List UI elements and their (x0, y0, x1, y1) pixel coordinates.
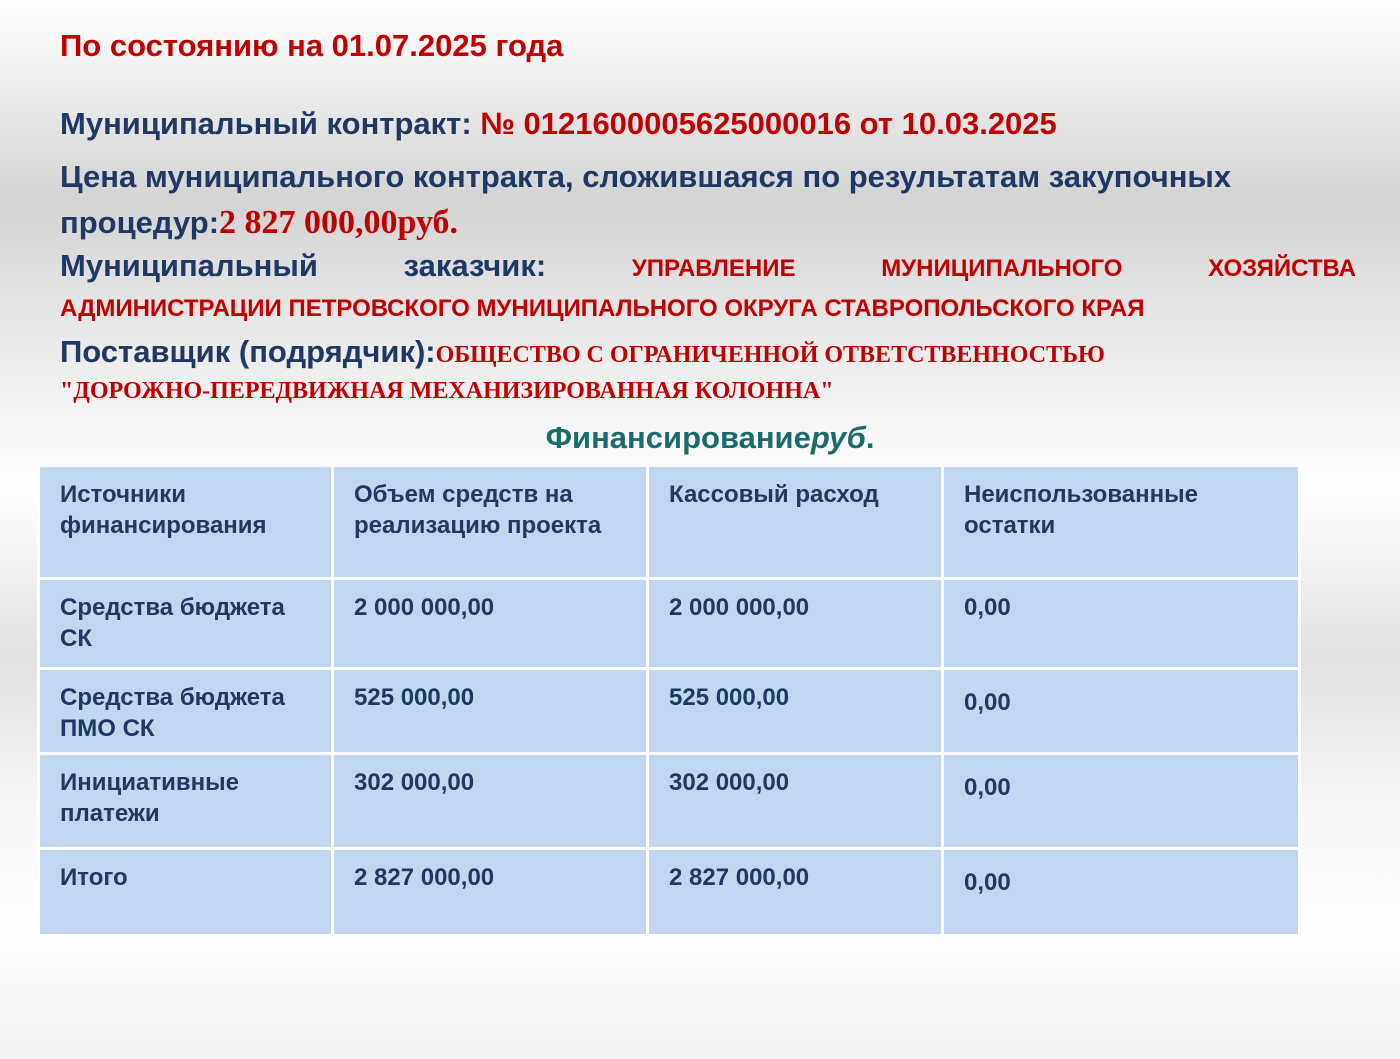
financing-table (37, 464, 1301, 937)
customer-line-1 (60, 248, 1356, 284)
financing-title (0, 420, 1400, 456)
header-cell: Объем средств на реализацию проекта (333, 466, 648, 579)
header-cell: Неиспользованные остатки (943, 466, 1300, 579)
price-label: Цена муниципального контракта, сложившаяся по результатам закупочных процедур: (60, 159, 1232, 240)
table-cell: 0,00 (943, 754, 1300, 849)
table-cell: 2 000 000,00 (333, 579, 648, 669)
table-row (39, 849, 1300, 936)
financing-title-unit: руб (810, 420, 866, 455)
supplier-name-line-2: "ДОРОЖНО-ПЕРЕДВИЖНАЯ МЕХАНИЗИРОВАННАЯ КОЛОННА" (60, 378, 834, 404)
header-cell: Источники финансирования (39, 466, 333, 579)
customer-label-word-1: Муниципальный (60, 248, 318, 283)
price-value: 2 827 000,00руб. (219, 204, 459, 241)
table-cell: 2 000 000,00 (648, 579, 943, 669)
table-cell: Средства бюджета СК (39, 579, 333, 669)
table-row (39, 754, 1300, 849)
table-cell: 2 827 000,00 (333, 849, 648, 936)
customer-name-word-2: МУНИЦИПАЛЬНОГО (881, 255, 1123, 282)
financing-title-period: . (865, 420, 875, 455)
header-cell: Кассовый расход (648, 466, 943, 579)
contract-label: Муниципальный контракт: (60, 106, 481, 141)
table-cell: Инициативные платежи (39, 754, 333, 849)
contract-price (60, 154, 1360, 246)
table-row (39, 669, 1300, 754)
customer-name-word-1: УПРАВЛЕНИЕ (631, 255, 796, 282)
customer-name-line-2: АДМИНИСТРАЦИИ ПЕТРОВСКОГО МУНИЦИПАЛЬНОГО ОКРУГА СТАВРОПОЛЬСКОГО КРАЯ (60, 295, 1145, 322)
table-header-row (39, 466, 1300, 579)
table-cell: 302 000,00 (333, 754, 648, 849)
table-cell: 0,00 (943, 849, 1300, 936)
supplier-name-line-1: ОБЩЕСТВО С ОГРАНИЧЕННОЙ ОТВЕТСТВЕННОСТЬЮ (435, 342, 1105, 368)
contract-line (60, 106, 1057, 142)
table-cell: Средства бюджета ПМО СК (39, 669, 333, 754)
table-cell: 0,00 (943, 579, 1300, 669)
table-row (39, 579, 1300, 669)
table-cell: 302 000,00 (648, 754, 943, 849)
table-cell: 2 827 000,00 (648, 849, 943, 936)
table-cell: 0,00 (943, 669, 1300, 754)
customer-label-word-2: заказчик: (403, 248, 547, 283)
supplier-label: Поставщик (подрядчик): (60, 334, 436, 369)
contract-number: № 0121600005625000016 от 10.03.2025 (480, 106, 1057, 141)
table-cell: Итого (39, 849, 333, 936)
financing-title-text: Финансирование (545, 420, 811, 455)
supplier-line-1 (60, 334, 1105, 370)
customer-name-word-3: ХОЗЯЙСТВА (1208, 255, 1356, 282)
table-cell: 525 000,00 (648, 669, 943, 754)
table-cell: 525 000,00 (333, 669, 648, 754)
status-date: По состоянию на 01.07.2025 года (60, 28, 564, 63)
